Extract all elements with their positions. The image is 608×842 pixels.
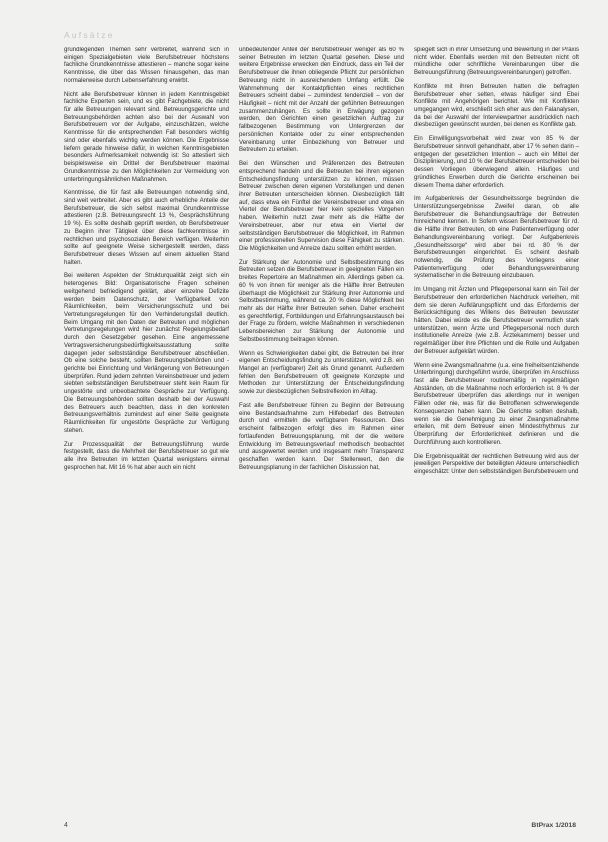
paragraph: spiegelt sich in ihrer Umsetzung und Bewertung in der Praxis nicht wider. Ebenfalls werden mit den Betreuten nicht oft mündliche oder schriftliche Vereinbarungen über die Betreuungsführung (Betreuungsvereinbarungen) getroffen. — [414, 47, 579, 77]
paragraph: Die Ergebnisqualität der rechtlichen Betreuung wird aus der jeweiligen Perspektive der beteiligten Akteure unterschiedlich eingeschätzt: Unter den selbstständigen Berufsbetreuern und — [414, 453, 579, 475]
column-3 — [414, 47, 579, 815]
paragraph: Ein Einwilligungsvorbehalt wird zwar von 85 % der Berufsbetreuer sinnvoll gehandhabt, aber 17 % sehen darin – entgegen der gesetzlichen Intention – auch ein Mittel der Disziplinierung, und 10 % der Berufsbetreuer entscheiden bei dessen Vorliegen überwiegend allein. Häufiges und gründliches Erwerben durch die Gerichte erscheinen bei diesem Thema daher erforderlich. — [414, 136, 579, 189]
paragraph: Wenn eine Zwangsmaßnahme (u.a. eine freiheitsentziehende Unterbringung) durchgeführt wurde, überprüfen im Anschluss fast alle Berufsbetreuer routinemäßig in regelmäßigen Abständen, ob die Maßnahme noch erforderlich ist. 8 % der Berufsbetreuer überprüfen das allerdings nur in wenigen Fällen oder nie, was für die Betroffenen schwerwiegende Konsequenzen haben kann. Die Gerichte sollten deshalb, wenn sie die Genehmigung zu einer Zwangsmaßnahme erteilen, mit dem Betreuer einen Mindestrhythmus zur Überprüfung der Erforderlichkeit definieren und die Durchführung auch kontrollieren. — [414, 362, 579, 446]
paragraph: Wenn es Schwierigkeiten dabei gibt, die Betreuten bei ihrer eigenen Entscheidungsfindung zu unterstützen, wird z.B. ein Mangel an (verfügbarer) Zeit als Grund genannt. Außerdem fehlen den Berufsbetreuern oft geeignete Konzepte und Methoden zur Unterstützung der Entscheidungsfindung sowie zur diesbezüglichen Selbstreflexion im Alltag. — [239, 350, 404, 396]
page-footer — [64, 822, 576, 829]
paragraph: Bei den Wünschen und Präferenzen des Betreuten entsprechend handeln und die Betreuten bei ihren eigenen Entscheidungsfindung unterstützen zu können, müssen Betreuer zwischen deren eigenen Vorstellungen und denen ihrer Betreuten unterscheiden können. Diesbezüglich fällt auf, dass etwa ein Fünftel der Vereinsbetreuer und etwa ein Viertel der Berufsbetreuer hier kein spezielles Vorgehen haben. Weiterhin nutzt zwar mehr als die Hälfte der Vereinsbetreuer, aber nur etwa ein Viertel der selbstständigen Berufsbetreuer die Möglichkeit, im Rahmen einer professionellen Supervision diese Fähigkeit zu stärken. Die Möglichkeiten und Anreize dazu sollten erhöht werden. — [239, 161, 404, 252]
paragraph: Zur Prozessqualität der Betreuungsführung wurde festgestellt, dass die Mehrheit der Berufsbetreuer so gut wie alle ihre Betreuten im letzten Quartal wenigstens einmal gesprochen hat. Mit 16 % hat aber auch ein nicht — [64, 441, 229, 471]
page-number: 4 — [64, 822, 68, 829]
section-label: Aufsätze — [64, 30, 115, 40]
paragraph: Kenntnisse, die für fast alle Betreuungen notwendig sind, sind weit verbreitet. Aber es gibt auch erhebliche Anteile der Berufsbetreuer, die sich selbst maximal Grundkenntnisse attestieren (z.B. Betreuungsrecht 13 %, Gesprächsführung 19 %). Es sollte deshalb geprüft werden, ob Berufsbetreuer zu Beginn ihrer Tätigkeit über diese fachkenntnisse im rechtlichen und psychosozialen Bereich verfügen. Weiterhin sollte auf geeignete Weise sichergestellt werden, dass Berufsbetreuer dieses Wissen auf einem aktuellen Stand halten. — [64, 190, 229, 266]
paragraph: Nicht alle Berufsbetreuer können in jedem Kenntnisgebiet fachliche Experten sein, und es gibt Fachgebiete, die nicht für alle Betreuungen relevant sind. Betreuungsgerichte und Betreuungsbehörden achten also bei der Auswahl von Berufsbetreuern vor der Aufgabe, einzuschätzen, welche Kenntnisse für die entsprechenden Fall besonders wichtig sind oder ebenfalls wichtig werden können. Die Ergebnisse liefern gerade hinweise dafür, in welchen Kenntnisgebieten besonders Aufmerksamkeit notwendig ist: So attestiert sich beispielsweise ein Drittel der Berufsbetreuer maximal Grundkenntnisse zu den Möglichkeiten zur Vermeidung von unterbringungsähnlichen Maßnahmen. — [64, 91, 229, 183]
paragraph: Bei weiteren Aspekten der Strukturqualität zeigt sich ein heterogenes Bild: Organisatorische Fragen scheinen weitgehend befriedigend geklärt, aber einzelne Defizite werden beim Datenschutz, der Verfügbarkeit von Räumlichkeiten, beim Versicherungsschutz und bei Vertretungsregelungen für den Verhinderungsfall deutlich. Beim Umgang mit den Daten der Betreuten und möglichen Vertretungsregelungen wird hier zunächst Regelungsbedarf durch den Gesetzgeber gesehen. Eine angemessene Vertragsversicherungsbedürftigkeitsausstattung sollte dagegen jeder selbstständige Berufsbetreuer abschließen. Ob eine solche besteht, sollten Betreuungsbehörden und -gerichte bei Einrichtung und Verlängerung von Betreuungen überprüfen. Rund jedem zehnten Vereinsbetreuer und jedem siebten selbstständigen Berufsbetreuer steht kein Raum für ungestörte und unbeobachtete Gespräche zur Verfügung. Die Betreuungsbehörden sollten deshalb bei der Auswahl des Betreuers auch beachten, dass in den konkreten Betreuungsverhältnis zumindest auf einer Seite geeignete Räumlichkeiten für ungestörte Gespräche zur Verfügung stehen. — [64, 273, 229, 434]
journal-citation: BtPrax 1/2018 — [531, 822, 576, 829]
column-1 — [64, 47, 229, 815]
column-2 — [239, 47, 404, 815]
paragraph: unbedeutender Anteil der Berufsbetreuer weniger als 60 % seiner Betreuten im letzten Quartal gesehen. Diese und weitere Ergebnisse erwecken den Eindruck, dass ein Teil der Berufsbetreuer die ihnen obliegende Pflicht zur persönlichen Betreuung nicht in ausreichendem Umfang erfüllt. Die Wahrnehmung der Kontaktpflichten eines rechtlichen Betreuers scheint dabei – zumindest tendenziell – von der Häufigkeit – nicht mit der Anzahl der geführten Betreuungen zusammenzuhängen. Es sollte in Erwägung gezogen werden, den Gerichten einen gesetzlichen Auftrag zur fallbezogenen Bestimmung von Untergrenzen der persönlichen Kontakte oder zu einer entsprechenden Vereinbarung unter Einbeziehung von Betreuer und Betreutem zu erteilen. — [239, 47, 404, 154]
paragraph: Im Umgang mit Ärzten und Pflegepersonal kann ein Teil der Berufsbetreuer den erforderlichen Nachdruck verleihen, mit dem sie deren Aufklärungspflicht und das Erfordernis der Berücksichtigung des Willens des Betreuten bewusster hätten. Dabei würde es die Berufsbetreuer vermutlich stark unterstützen, wenn Ärzte und Pflegepersonal noch durch institutionelle Anreize (wie z.B. Ärztekammern) besser und regelmäßiger über ihre Pflichten und die Rolle und Aufgaben der Betreuer aufgeklärt würden. — [414, 287, 579, 355]
paragraph: Zur Stärkung der Autonomie und Selbstbestimmung des Betreuten setzen die Berufsbetreuer in geeigneten Fällen ein breites Repertoire an Maßnahmen ein. Allerdings geben ca. 60 % von ihnen für weniger als die Hälfte ihrer Betreuten überhaupt die Möglichkeit zur Stärkung ihrer Autonomie und Selbstbestimmung, während ca. 20 % diese Möglichkeit bei mehr als der Hälfte ihrer Betreuten sehen. Daher erscheint es gerechtfertigt, Fortbildungen und Erfahrungsaustausch bei der Frage zu fördern, welche Maßnahmen in verschiedenen Lebensbereichen zur Stärkung der Autonomie und Selbstbestimmung beitragen können. — [239, 259, 404, 343]
text-columns — [64, 47, 579, 815]
paragraph: grundlegenden Themen sehr verbreitet, während sich in einigen Spezialgebieten viele Berufsbetreuer höchstens fachliche Grundkenntnisse attestieren – manche sogar keine Kenntnisse, die über das Wissen hinausgehen, das man normalerweise durch Lebenserfahrung erwirbt. — [64, 47, 229, 84]
paragraph: Fast alle Berufsbetreuer führen zu Beginn der Betreuung eine Bestandsaufnahme zum Hilfebedarf des Betreuten durch und ermitteln die verfügbaren Ressourcen. Dies erscheint fallbezogen erfolgt dies im Rahmen einer fortlaufenden Betreuungsplanung, mit der die weitere Entwicklung im Betreuungsverlauf methodisch beobachtet und ausgewertet werden und insgesamt mehr Transparenz geschaffen werden kann. Der Stellenwert, den die Betreuungsplanung in der fachlichen Diskussion hat, — [239, 402, 404, 471]
paragraph: Konflikte mit ihren Betreuten hatten die befragten Berufsbetreuer eher selten, etwas häufiger sind Ebei Konflikte mit Angehörigen berichtet. Wie mit Konflikten umgegangen wird, erschließt sich eher aus den Falanalysen, da bei der Auswahl der Interviewpartner ausdrücklich nach diesbezügen gewünscht wurden, bei denen es Konflikte gab. — [414, 83, 579, 129]
paragraph: Im Aufgabenkreis der Gesundheitssorge begründen die Unterstützungsergebnisse Zweifel daran, ob alle Berufsbetreuer die Behandlungsaufträge der Betreuten hinreichend kennen. In Sofern wissen Berufsbetreuer für rd. die Hälfte ihrer Betreuten, ob eine Patientenverfügung oder Behandlungsvereinbarung vorliegt. Der Aufgabenkreis „Gesundheitssorge“ wird aber bei rd. 80 % der Berufsbetreuungen eingerichtet. Es scheint deshalb notwendig, die Prüfung des Vorliegens einer Patientenverfügung oder Behandlungsvereinbarung systematischer in die Betreuung einzubauen. — [414, 196, 579, 280]
